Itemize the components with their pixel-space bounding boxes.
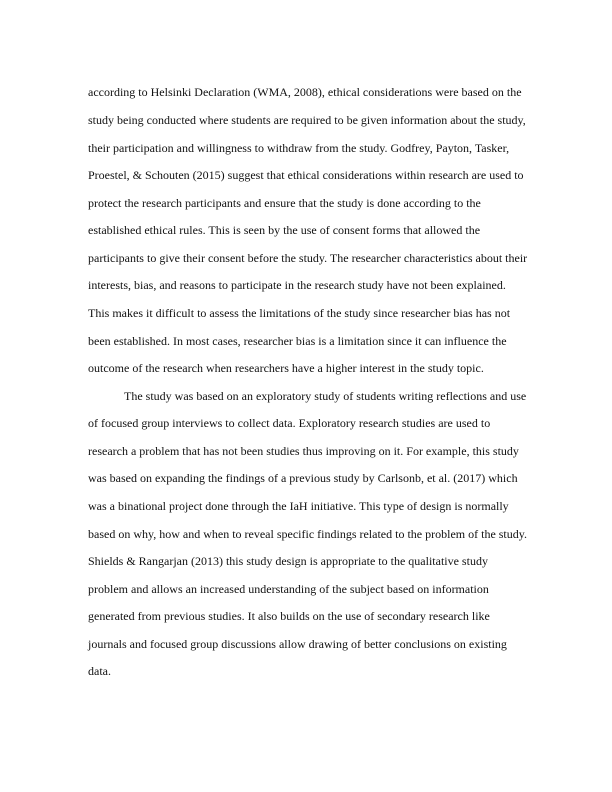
paragraph-line: was a binational project done through the IaH initiative. This type of design is normally — [88, 499, 509, 513]
paragraph-line: problem and allows an increased understanding of the subject based on information — [88, 582, 489, 596]
paragraph-line: based on why, how and when to reveal specific findings related to the problem of the study. — [88, 527, 527, 541]
paragraph-line: their participation and willingness to withdraw from the study. Godfrey, Payton, Tasker, — [88, 141, 510, 155]
paragraph-line: generated from previous studies. It also builds on the use of secondary research like — [88, 609, 490, 623]
paragraph-line: been established. In most cases, researcher bias is a limitation since it can influence the — [88, 334, 507, 348]
paragraph-line: Shields & Rangarjan (2013) this study design is appropriate to the qualitative study — [88, 554, 488, 568]
paragraph-line: study being conducted where students are required to be given information about the study, — [88, 113, 526, 127]
paragraph-line: interests, bias, and reasons to participate in the research study have not been explained. — [88, 278, 506, 292]
paragraph-line: according to Helsinki Declaration (WMA, 2008), ethical considerations were based on the — [88, 85, 522, 99]
paragraph-line: was based on expanding the findings of a previous study by Carlsonb, et al. (2017) which — [88, 471, 518, 485]
paragraph-line: This makes it difficult to assess the limitations of the study since researcher bias has not — [88, 306, 511, 320]
paragraph-line: participants to give their consent before the study. The researcher characteristics about their — [88, 251, 528, 265]
paragraph-line: journals and focused group discussions allow drawing of better conclusions on existing — [88, 637, 507, 651]
paragraph-line: Proestel, & Schouten (2015) suggest that ethical considerations within research are used to — [88, 168, 524, 182]
paragraph-line: established ethical rules. This is seen by the use of consent forms that allowed the — [88, 223, 481, 237]
paragraph-line-indented: The study was based on an exploratory study of students writing reflections and use — [124, 389, 527, 403]
paragraph-line: protect the research participants and ensure that the study is done according to the — [88, 196, 481, 210]
paragraph-line: data. — [88, 664, 111, 678]
paragraph-line: of focused group interviews to collect data. Exploratory research studies are used to — [88, 416, 491, 430]
paragraph-line: research a problem that has not been studies thus improving on it. For example, this study — [88, 444, 519, 458]
paragraph-line: outcome of the research when researchers have a higher interest in the study topic. — [88, 361, 484, 375]
